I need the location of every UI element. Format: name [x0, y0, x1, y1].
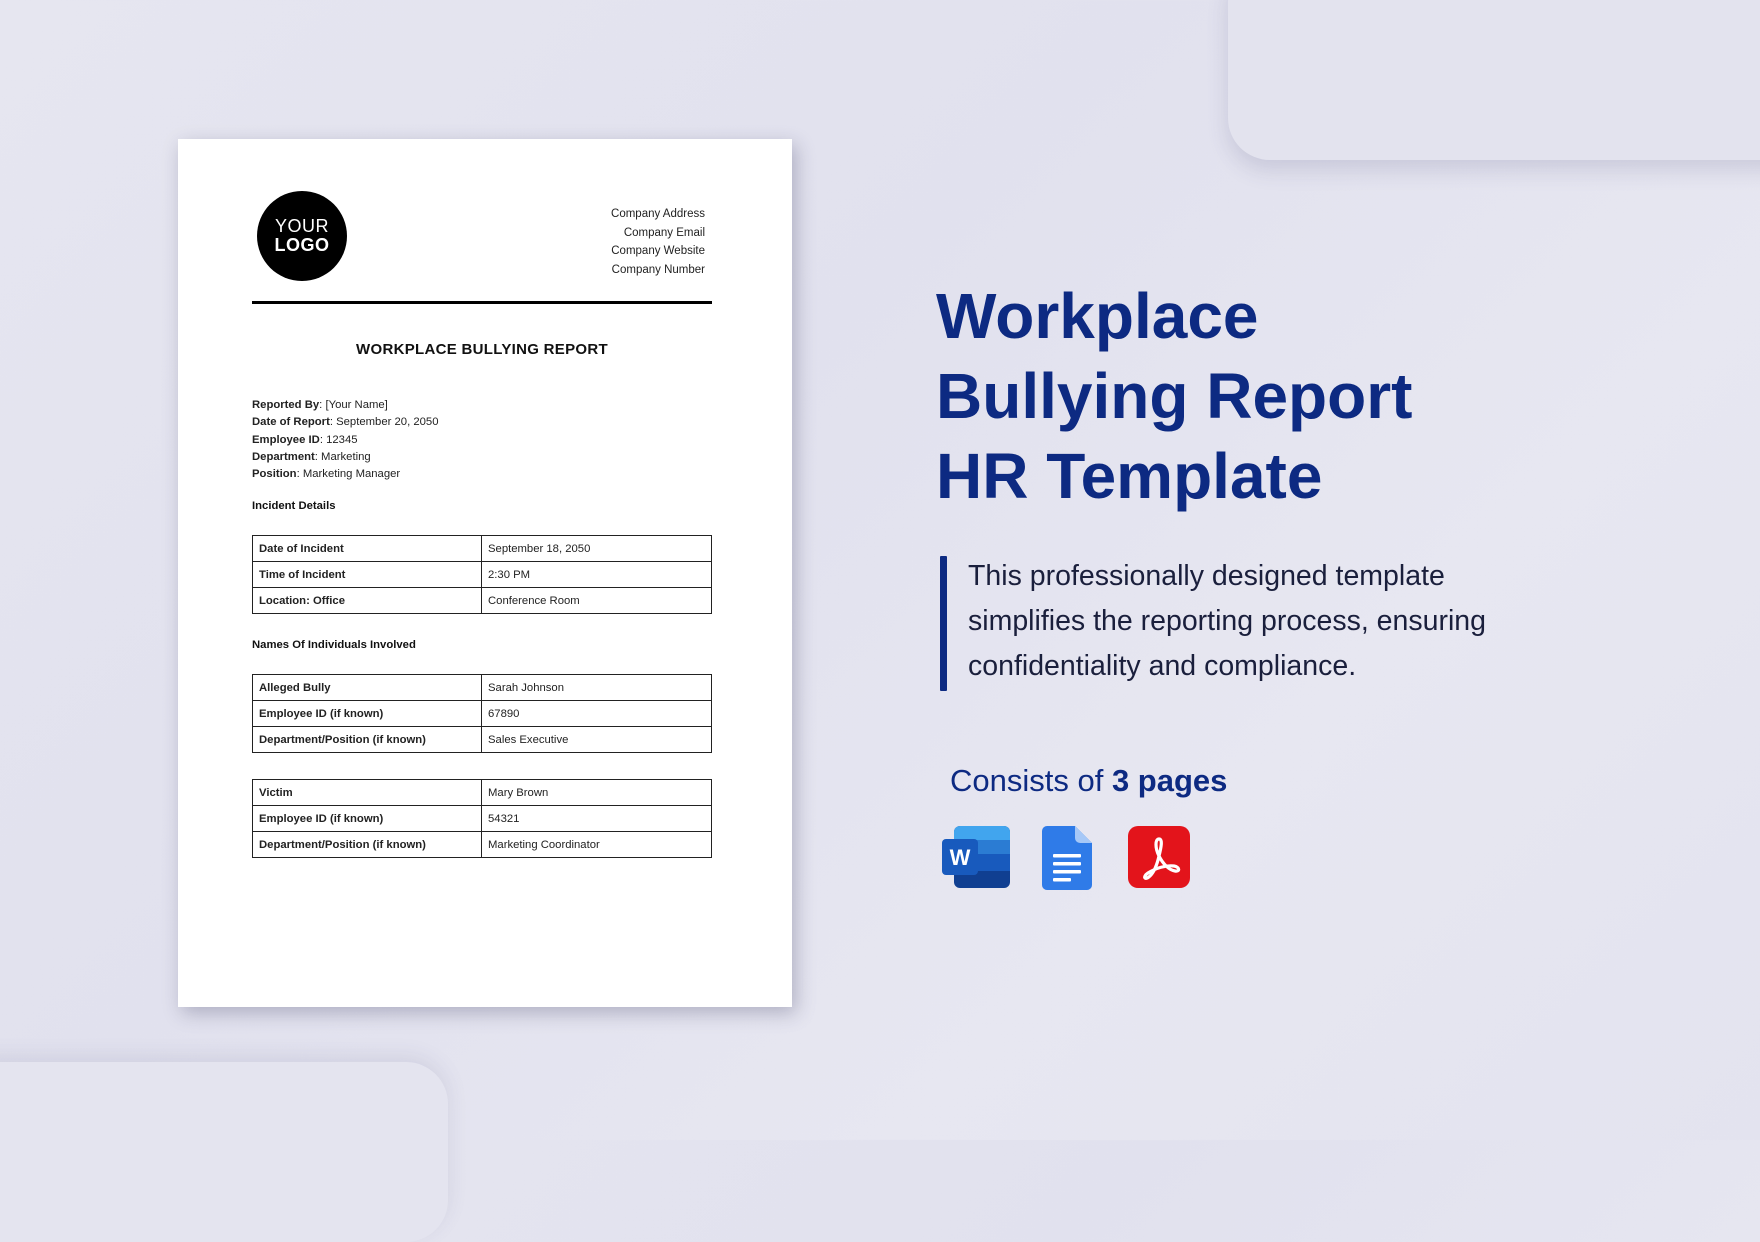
header-divider — [252, 301, 712, 304]
promo-title — [936, 276, 1636, 516]
company-info — [611, 205, 705, 279]
promo-title-line: HR Template — [936, 440, 1323, 512]
incident-table — [252, 535, 712, 614]
document-preview — [178, 139, 792, 1007]
incident-details-heading: Incident Details — [252, 500, 336, 512]
pdf-icon — [1128, 826, 1190, 888]
table-row — [253, 806, 712, 832]
table-value: Sarah Johnson — [482, 675, 712, 701]
table-value: Sales Executive — [482, 727, 712, 753]
report-meta — [252, 397, 438, 483]
table-key: Victim — [253, 780, 482, 806]
logo-text-top: YOUR — [274, 216, 329, 236]
table-row — [253, 536, 712, 562]
meta-row — [252, 414, 438, 431]
meta-row — [252, 449, 438, 466]
page-count-value: 3 pages — [1111, 763, 1228, 798]
table-value: 2:30 PM — [482, 562, 712, 588]
individuals-heading: Names Of Individuals Involved — [252, 639, 416, 651]
promo-title-line: Workplace — [936, 280, 1259, 352]
description-accent-bar — [940, 556, 947, 691]
description-line: This professionally designed template — [968, 560, 1445, 592]
table-row — [253, 588, 712, 614]
meta-value: : Marketing Manager — [296, 468, 401, 481]
word-icon — [942, 826, 1010, 888]
google-docs-icon — [1042, 826, 1092, 890]
meta-label: Reported By — [252, 399, 320, 411]
description-line: simplifies the reporting process, ensuring — [968, 605, 1486, 637]
meta-row — [252, 466, 438, 483]
logo-placeholder — [257, 191, 347, 281]
table-value: Conference Room — [482, 588, 712, 614]
meta-value: : 12345 — [319, 433, 358, 446]
company-address: Company Address — [611, 208, 705, 220]
table-row — [253, 562, 712, 588]
meta-value: : September 20, 2050 — [329, 416, 439, 429]
meta-label: Date of Report — [252, 416, 330, 429]
meta-label: Employee ID — [252, 433, 320, 446]
promo-title-line: Bullying Report — [936, 360, 1413, 432]
table-row — [253, 727, 712, 753]
description-line: confidentiality and compliance. — [968, 650, 1357, 682]
meta-value: : [Your Name] — [319, 399, 388, 411]
table-value: 54321 — [482, 806, 712, 832]
table-value: 67890 — [482, 701, 712, 727]
victim-table — [252, 779, 712, 858]
table-key: Time of Incident — [253, 562, 482, 588]
promo-description — [968, 554, 1588, 689]
company-website: Company Website — [611, 245, 705, 257]
company-number: Company Number — [611, 263, 705, 276]
meta-label: Department — [252, 450, 315, 463]
table-value: September 18, 2050 — [482, 536, 712, 562]
table-row — [253, 675, 712, 701]
decorative-card-top — [1228, 0, 1760, 160]
table-value: Mary Brown — [482, 780, 712, 806]
bully-table — [252, 674, 712, 753]
table-row — [253, 780, 712, 806]
page-count — [950, 763, 1227, 799]
meta-label: Position — [252, 468, 297, 481]
meta-row — [252, 432, 438, 449]
company-email: Company Email — [623, 226, 705, 239]
table-key: Alleged Bully — [253, 675, 482, 701]
document-title: WORKPLACE BULLYING REPORT — [356, 341, 608, 358]
table-key: Location: Office — [253, 588, 482, 614]
table-row — [253, 832, 712, 858]
svg-text:W: W — [949, 845, 971, 870]
meta-value: : Marketing — [314, 450, 371, 463]
logo-text-bottom: LOGO — [274, 235, 330, 255]
table-key: Employee ID (if known) — [253, 806, 482, 832]
table-key: Employee ID (if known) — [253, 701, 482, 727]
decorative-card-bottom — [0, 1062, 448, 1242]
table-row — [253, 701, 712, 727]
table-key: Department/Position (if known) — [253, 727, 482, 753]
page-count-prefix: Consists of — [950, 763, 1112, 798]
table-value: Marketing Coordinator — [482, 832, 712, 858]
table-key: Department/Position (if known) — [253, 832, 482, 858]
table-key: Date of Incident — [253, 536, 482, 562]
meta-row — [252, 397, 438, 414]
